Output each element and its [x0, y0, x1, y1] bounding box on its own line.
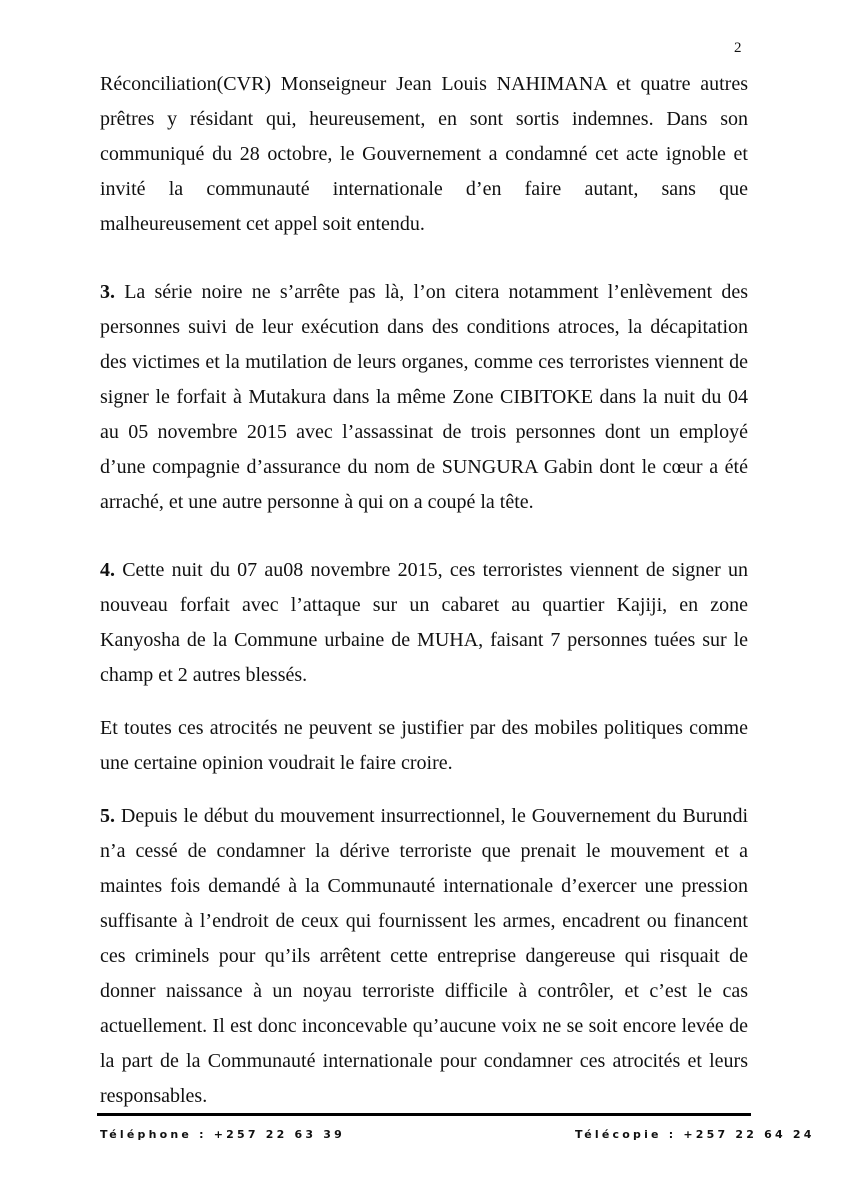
text-line [100, 799, 748, 834]
text-line: ces criminels pour qu’ils arrêtent cette entreprise dangereuse qui risquait de [100, 945, 748, 967]
page-number: 2 [734, 40, 742, 56]
text-line: communiqué du 28 octobre, le Gouvernement a condamné cet acte ignoble et [100, 143, 748, 165]
paragraph-number: 5. [100, 805, 115, 827]
text-line [100, 275, 748, 310]
text-line: la part de la Communauté internationale pour condamner ces atrocités et leurs [100, 1050, 748, 1072]
text-line: malheureusement cet appel soit entendu. [100, 213, 425, 235]
text-line: invité la communauté internationale d’en faire autant, sans que [100, 178, 748, 200]
footer-phone: Téléphone : +257 22 63 39 [100, 1128, 345, 1141]
text-line: Réconciliation(CVR) Monseigneur Jean Louis NAHIMANA et quatre autres [100, 73, 748, 95]
text-line: des victimes et la mutilation de leurs organes, comme ces terroristes viennent de [100, 351, 748, 373]
text-line-content: Cette nuit du 07 au08 novembre 2015, ces terroristes viennent de signer un [115, 559, 748, 581]
text-line: arraché, et une autre personne à qui on a coupé la tête. [100, 491, 534, 513]
text-line: prêtres y résidant qui, heureusement, en sont sortis indemnes. Dans son [100, 108, 748, 130]
paragraph-3 [100, 275, 748, 520]
footer-divider [97, 1113, 751, 1116]
footer-fax: Télécopie : +257 22 64 24 [575, 1128, 815, 1141]
text-line: champ et 2 autres blessés. [100, 664, 308, 686]
paragraph-atrocities [100, 711, 748, 781]
text-line [100, 553, 748, 588]
text-line: nouveau forfait avec l’attaque sur un cabaret au quartier Kajiji, en zone [100, 594, 748, 616]
paragraph-number: 3. [100, 281, 115, 303]
text-line: n’a cessé de condamner la dérive terroriste que prenait le mouvement et a [100, 840, 748, 862]
text-line: donner naissance à un noyau terroriste difficile à contrôler, et c’est le cas [100, 980, 748, 1002]
text-line: une certaine opinion voudrait le faire croire. [100, 752, 453, 774]
text-line: d’une compagnie d’assurance du nom de SUNGURA Gabin dont le cœur a été [100, 456, 748, 478]
paragraph-number: 4. [100, 559, 115, 581]
text-line-content: La série noire ne s’arrête pas là, l’on citera notamment l’enlèvement des [115, 281, 748, 303]
text-line: maintes fois demandé à la Communauté internationale d’exercer une pression [100, 875, 748, 897]
text-line: personnes suivi de leur exécution dans des conditions atroces, la décapitation [100, 316, 748, 338]
text-line: Kanyosha de la Commune urbaine de MUHA, faisant 7 personnes tuées sur le [100, 629, 748, 651]
text-line: actuellement. Il est donc inconcevable qu’aucune voix ne se soit encore levée de [100, 1015, 748, 1037]
text-line: au 05 novembre 2015 avec l’assassinat de trois personnes dont un employé [100, 421, 748, 443]
text-line-content: Depuis le début du mouvement insurrectionnel, le Gouvernement du Burundi [115, 805, 748, 827]
text-line: responsables. [100, 1085, 208, 1107]
text-line: signer le forfait à Mutakura dans la même Zone CIBITOKE dans la nuit du 04 [100, 386, 748, 408]
paragraph-cvr-continuation [100, 67, 748, 242]
paragraph-5 [100, 799, 748, 1114]
text-line: suffisante à l’endroit de ceux qui fournissent les armes, encadrent ou financent [100, 910, 748, 932]
paragraph-4 [100, 553, 748, 693]
text-line: Et toutes ces atrocités ne peuvent se justifier par des mobiles politiques comme [100, 717, 748, 739]
